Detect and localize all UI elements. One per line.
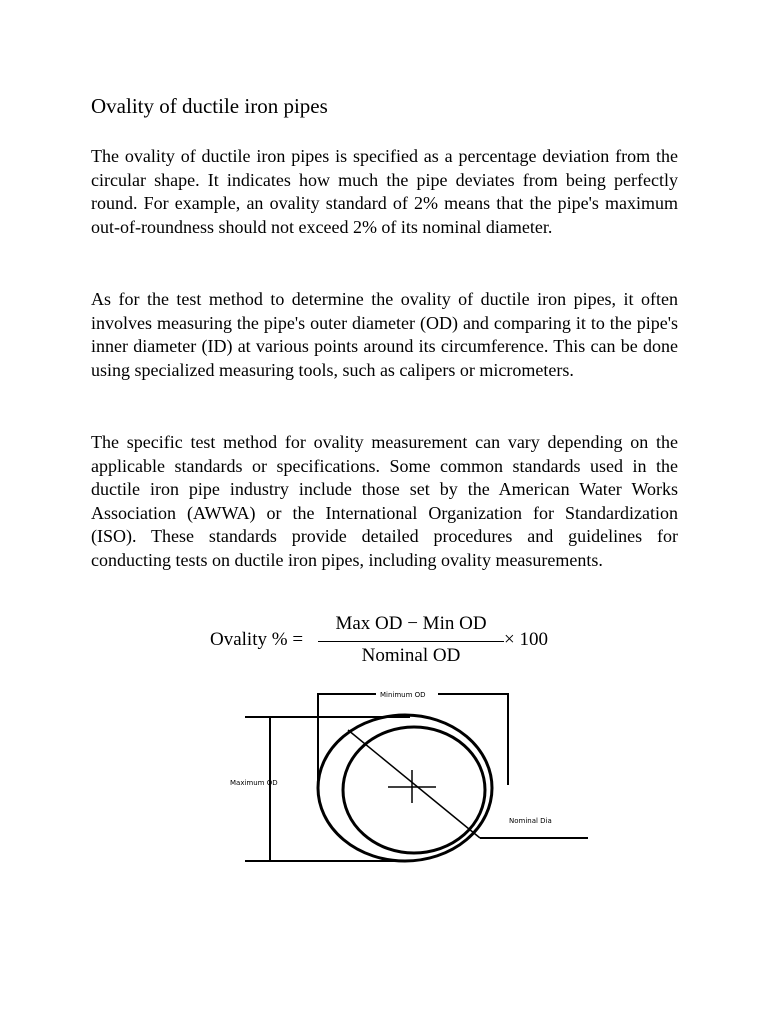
paragraph-standards: The specific test method for ovality measurement can vary depending on the applicable standards or specifications. Some common standards used in the ductile iron pipe industry include those set by the American Water Works Association (AWWA) or the International Organization for Standardization (ISO). These standards provide detailed procedures and guidelines for conducting tests on ductile iron pipes, including ovality measurements.: [91, 432, 678, 570]
maximum-od-bracket: [245, 717, 410, 861]
formula-lhs: Ovality % =: [210, 629, 304, 650]
paragraph-ovality-definition: The ovality of ductile iron pipes is specified as a percentage deviation from the circular shape. It indicates how much the pipe deviates from being perfectly round. For example, an ovality standard of 2% means that the pipe's maximum out-of-roundness should not exceed 2% of its nominal diameter.: [91, 146, 678, 237]
formula-rhs: × 100: [504, 629, 548, 650]
maximum-od-label: Maximum OD: [230, 779, 278, 787]
formula-denominator: Nominal OD: [361, 645, 461, 666]
paragraph-test-method: As for the test method to determine the ovality of ductile iron pipes, it often involves measuring the pipe's outer diameter (OD) and comparing it to the pipe's inner diameter (ID) at various points around its circumference. This can be done using specialized measuring tools, such as calipers or micrometers.: [91, 289, 678, 380]
minimum-od-label: Minimum OD: [380, 691, 426, 699]
page-title: Ovality of ductile iron pipes: [91, 94, 328, 118]
pipe-inner-ellipse: [343, 727, 485, 853]
nominal-dia-label: Nominal Dia: [509, 817, 552, 825]
nominal-dia-diagonal: [348, 730, 480, 838]
formula-numerator: Max OD − Min OD: [335, 613, 487, 634]
center-cross-icon: [388, 770, 436, 803]
